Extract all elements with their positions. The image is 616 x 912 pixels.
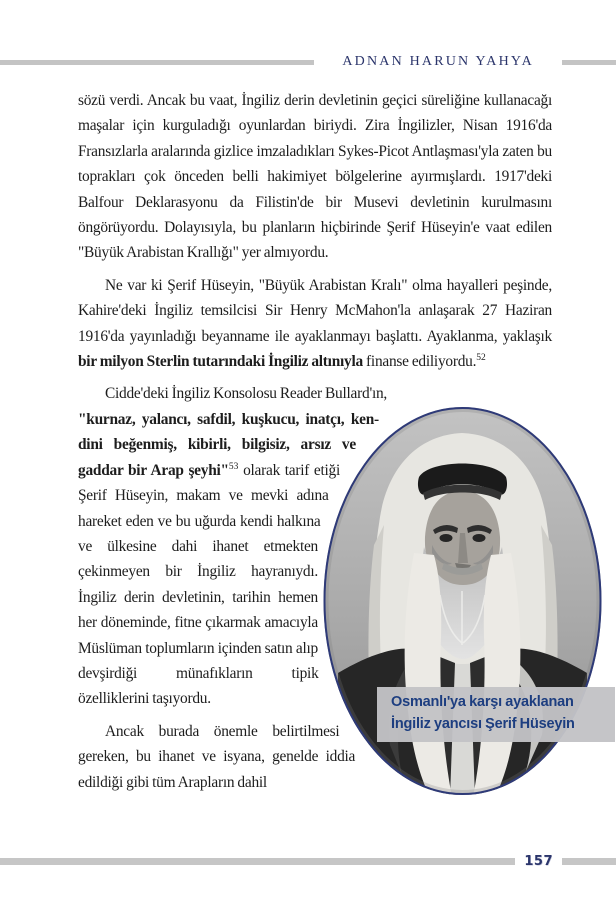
page-number: 157	[524, 854, 553, 869]
footnote-ref-53: 53	[228, 461, 239, 472]
footer-rule-right	[562, 858, 616, 865]
paragraph-3-rest: olarak tarif etiği Şerif Hüseyin, makam ve mevki adına hareket eden ve bu uğurda kendi halkına ve ülkesine dahi ihanet etmekten çekinmeyen bir İngiliz hayranıydı. İngiliz derin devletinin, tarihin hemen her döneminde, fitne çıkarmak amacıyla Müslüman toplumların içinden satın alıp devşirdiği münafıkların tipik özelliklerini taşıyordu.	[78, 461, 340, 708]
page-footer	[0, 854, 616, 869]
paragraph-2-text: Ne var ki Şerif Hüseyin, "Büyük Arabistan Kralı" olma hayalleri peşinde, Kahire'deki İngiliz temsilcisi Sir Henry McMahon'la anlaşarak 27 Haziran 1916'da yayınladığı beyanname ile ayaklanmayı başlattı. Ayaklanma, yaklaşık	[78, 276, 552, 345]
paragraph-3-bold: "kurnaz, yalancı, safdil, kuşkucu, inatçı, kendini beğenmiş, kibirli, bilgisiz, arsız ve gaddar bir Arap şeyhi"	[78, 410, 380, 479]
paragraph-2	[78, 273, 552, 375]
figure-serif-huseyin	[322, 381, 603, 797]
page-header	[0, 54, 616, 70]
footnote-ref-52: 52	[476, 352, 486, 363]
header-rule-left	[0, 60, 314, 65]
figure-caption	[377, 687, 615, 742]
paragraph-3-line1: Cidde'deki İngiliz Konsolosu Reader Bullard'ın,	[105, 385, 388, 403]
body-text-column	[78, 88, 575, 797]
paragraph-2-bold: bir milyon Sterlin tutarındaki İngiliz altınıyla	[78, 353, 363, 371]
footer-rule-left	[0, 858, 515, 865]
paragraph-2-end: finanse ediliyordu.	[362, 353, 477, 371]
figure-caption-line1: Osmanlı'ya karşı ayaklanan	[391, 694, 574, 711]
figure-caption-line2: İngiliz yancısı Şerif Hüseyin	[391, 715, 575, 732]
paragraph-1: sözü verdi. Ancak bu vaat, İngiliz derin devletinin geçici süreliğine kullanacağı maşalar için kurguladığı oyunlardan biriydi. Zira İngilizler, Nisan 1916'da Fransızlarla aralarında gizlice imzaladıkları Sykes-Picot Antlaşması'yla zaten bu toprakları çok önceden belli hakimiyet bölgelerine ayırmışlardı. 1917'deki Balfour Deklarasyonu da Filistin'de bir Musevi devletinin kurulmasını öngörüyordu. Dolayısıyla, bu planların hiçbirinde Şerif Hüseyin'e vaat edilen "Büyük Arabistan Krallığı" yer almıyordu.	[78, 92, 552, 262]
running-title: ADNAN HARUN YAHYA	[342, 54, 534, 69]
header-rule-right	[562, 60, 616, 65]
figure-wrap-zone	[78, 381, 575, 795]
paragraph-4: Ancak burada önemle belirtilmesi gereken, bu ihanet ve isyana, genelde iddia edildiği gibi tüm Arapların dahil	[78, 722, 356, 791]
